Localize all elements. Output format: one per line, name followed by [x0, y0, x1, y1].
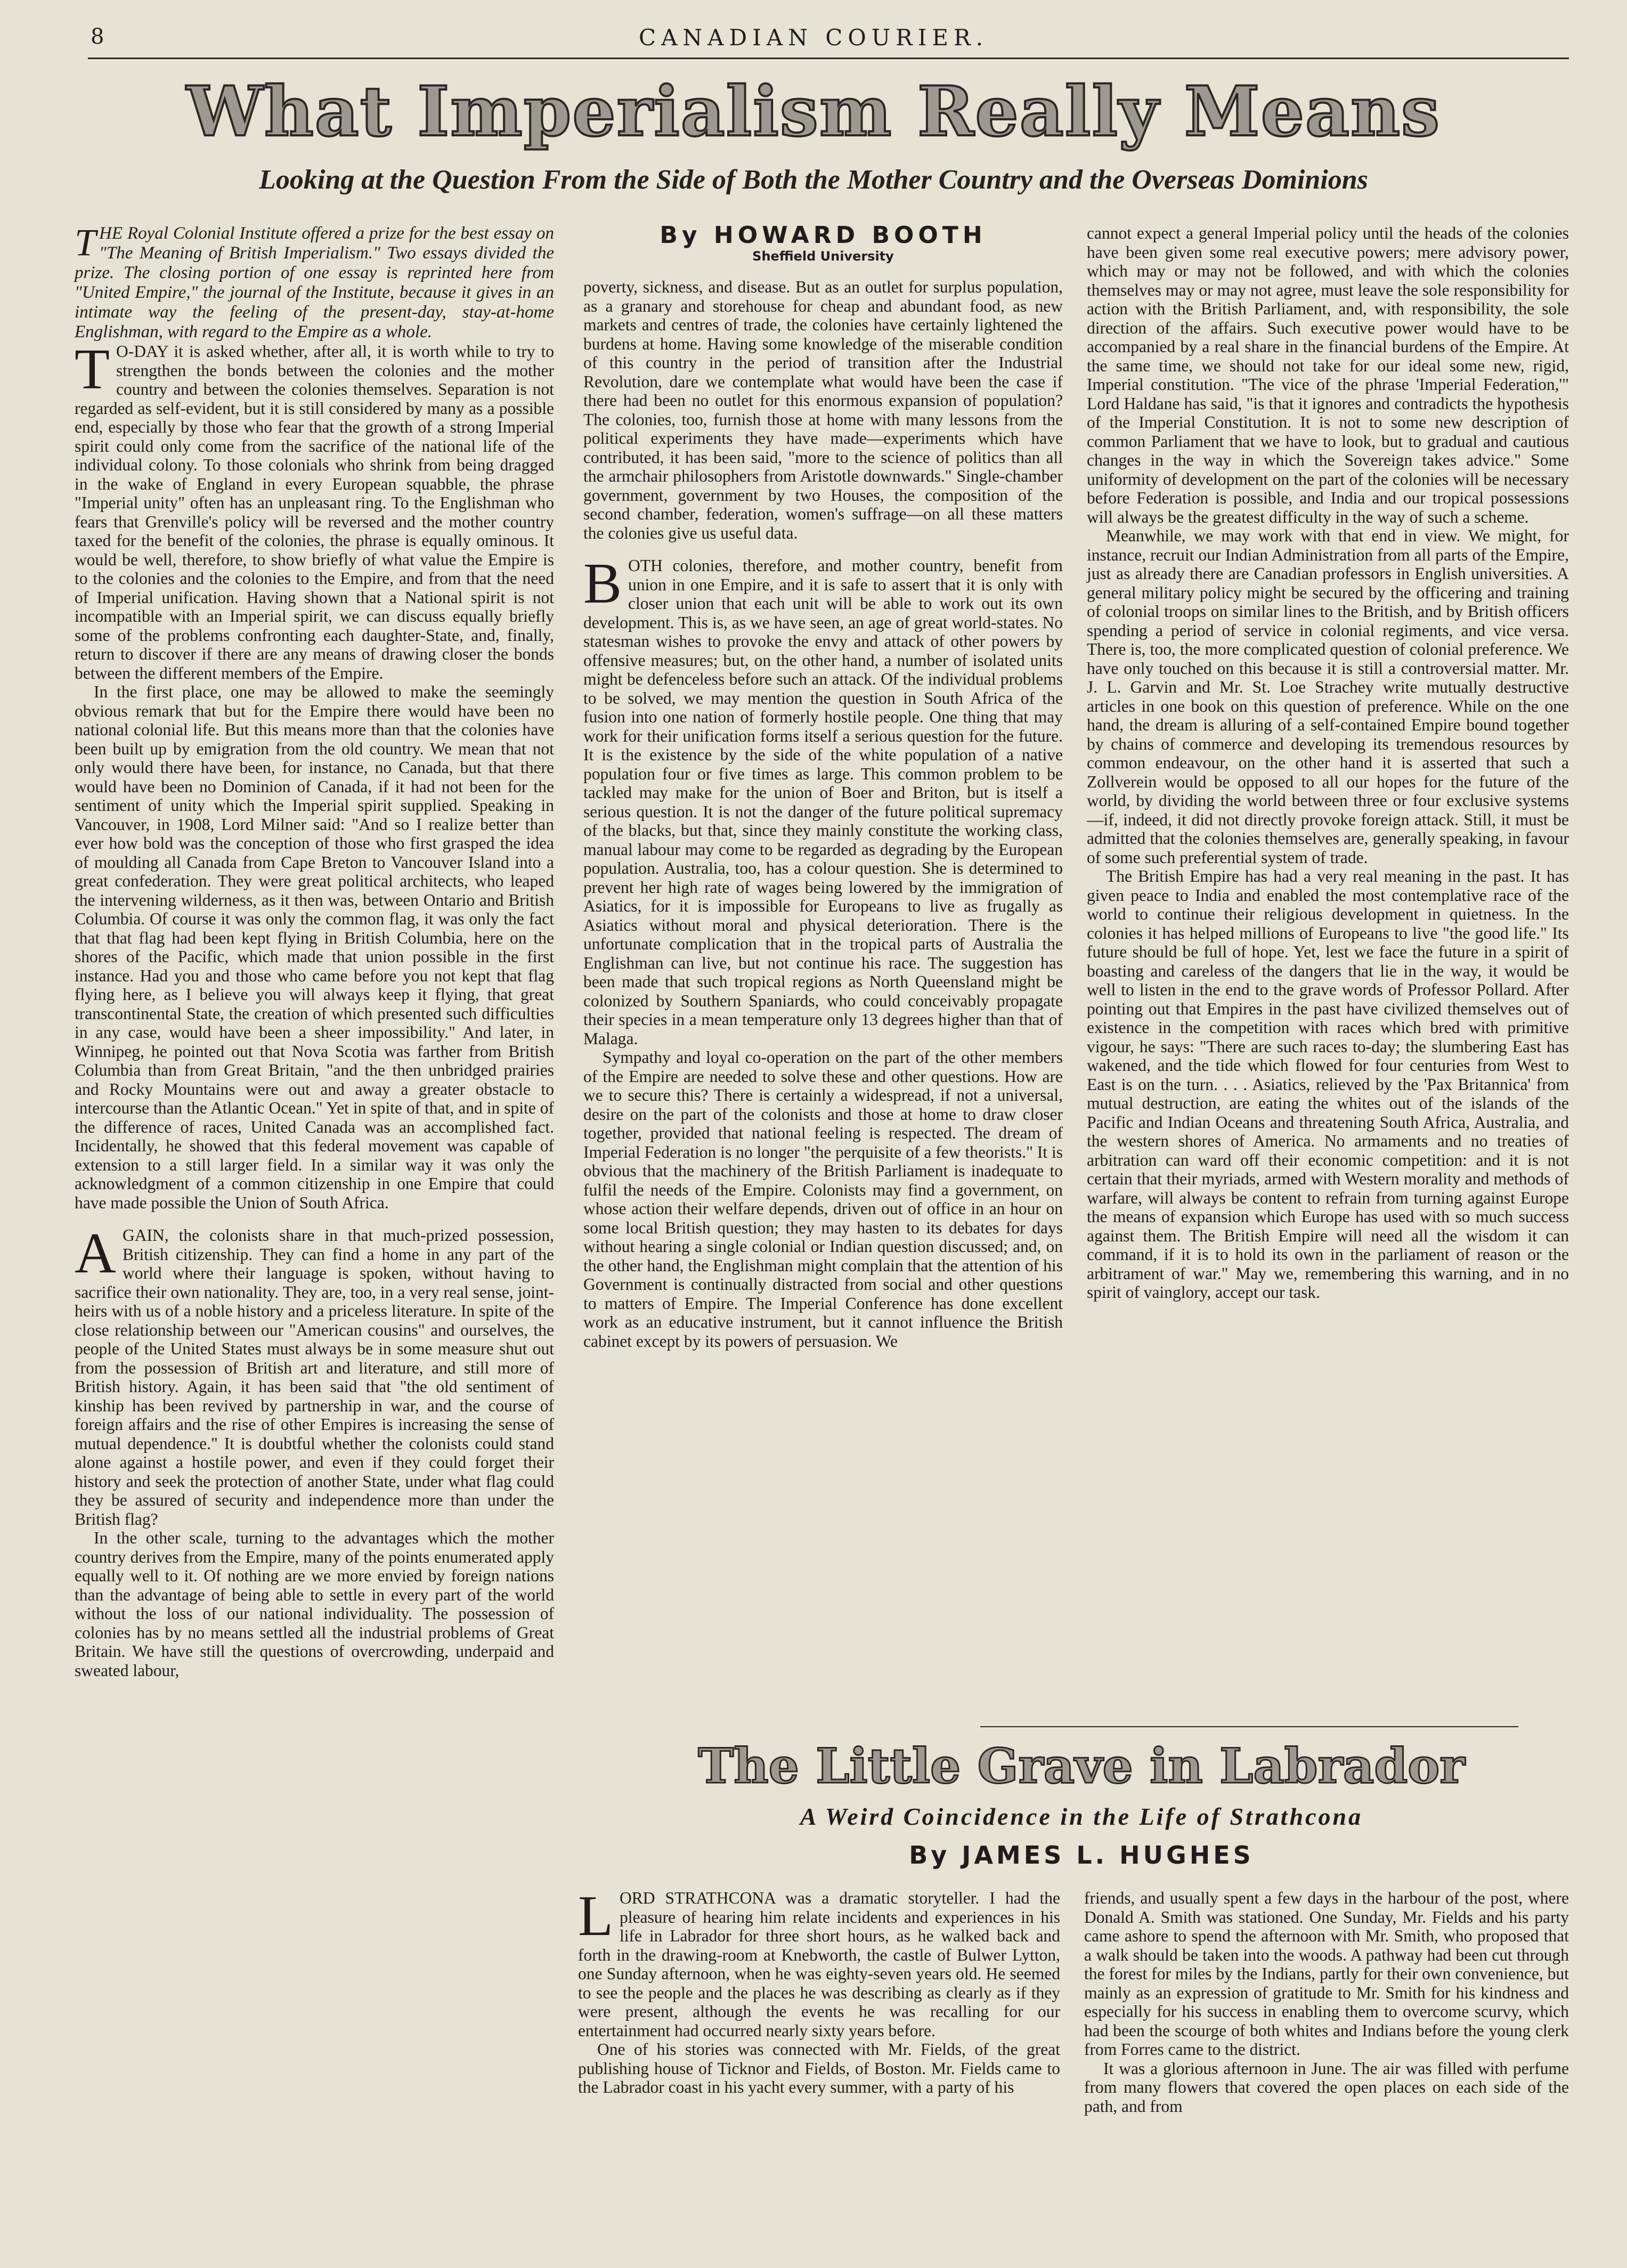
intro-text: HE Royal Colonial Institute offered a prize for the best essay on "The Meaning of British Imperialism." Two essays divided the prize. The closing portion of one essay is reprinted here from "United Empire," the journal of the Institute, because it gives in an intimate way the feeling of the present-day, stay-at-home Englishman, with regard to the Empire as a whole. — [75, 224, 554, 342]
drop-cap: T — [75, 338, 110, 401]
article2-column-1 — [578, 1884, 1060, 2097]
paragraph — [583, 552, 1063, 1048]
article-title: What Imperialism Really Means — [186, 72, 1441, 152]
paragraph-text: poverty, sickness, and disease. But as an outlet for surplus population, as a granary and storehouse for cheap and abundant food, as new markets and centres of trade, the colonies have certainly lightened the burdens at home. Having some knowledge of the miserable condition of this country in the period of transition after the Industrial Revolution, dare we contemplate what would have been the case if there had been no outlet for this enormous expansion of population? The colonies, too, furnish those at home with many lessons from the political experiments they have made—experiments which have contributed, it has been said, "more to the science of politics than all the armchair philosophers from Aristotle downwards." Single-chamber government, government by two Houses, the composition of the second chamber, federation, women's suffrage—on all these matters the colonies give us useful data. — [583, 278, 1063, 542]
paragraph — [578, 1884, 1060, 2040]
paragraph — [75, 1222, 554, 1529]
paragraph — [578, 2040, 1060, 2097]
paragraph-text: O-DAY it is asked whether, after all, it is worth while to try to strengthen the bonds between the colonies and the mother country and between the colonies themselves. Separation is not regarded as self-evident, but it is still considered by many as a possible end, especially by those who fear that the growth of a strong Imperial spirit could only come from the sacrifice of the national life of the individual colony. To those colonials who shrink from being dragged in the wake of England in every European squabble, the phrase "Imperial unity" often has an unpleasant ring. To the Englishman who fears that Grenville's policy will be reversed and the mother country taxed for the benefit of the colonies, the phrase is equally ominous. It would be well, therefore, to show briefly of what value the Empire is to the colonies and the colonies to the Empire, and from that the need of Imperial unification. Having shown that a National spirit is not incompatible with an Imperial spirit, we can discuss equally briefly some of the problems confronting each daughter-State, and, finally, return to discover if there are any means of drawing closer the bonds between the different members of the Empire. — [75, 342, 554, 682]
article1-column-3 — [1087, 224, 1569, 1302]
paragraph-text: GAIN, the colonists share in that much-prized possession, British citizenship. They can find a home in any part of the world where their language is spoken, without having to sacrifice their own nationality. They are, too, in a very real sense, joint-heirs with us of a noble history and a priceless literature. In spite of the close relationship between our "American cousins" and ourselves, the people of the United States must always be in some measure shut out from the possession of British art and literature, and still more of British history. Again, it has been said that "the old sentiment of kinship has been revived by partnership in war, and the course of foreign affairs and the rise of other Empires is increasing the sense of mutual dependence." It is doubtful whether the colonists could stand alone against a hostile power, and even if they could forget their history and seek the protection of another State, under what flag could they be assured of security and independence more than under the British flag? — [75, 1226, 554, 1529]
paragraph — [1084, 2059, 1569, 2116]
article-subtitle: Looking at the Question From the Side of Both the Mother Country and the Overseas Dominions — [259, 165, 1368, 195]
intro-initial: T — [75, 221, 96, 264]
paragraph-text: Sympathy and loyal co-operation on the part of the other members of the Empire are needed to solve these and other questions. How are we to secure this? There is certainly a widespread, if not a universal, desire on the part of the colonists and those at home to draw closer together, provided that national feeling is respected. The dream of Imperial Federation is no longer "the perquisite of a few theorists." It is obvious that the machinery of the British Parliament is inadequate to fulfil the needs of the Empire. Colonists may find a government, on whose action their welfare depends, driven out of office in an hour on some local British question; they may hasten to its debates for days without hearing a single colonial or Indian question discussed; and, on the other hand, the Englishman might complain that the attention of his Government is continually distracted from social and other questions to matters of Empire. The Imperial Conference has done excellent work as an educative instrument, but it cannot influence the British cabinet except by its powers of persuasion. We — [583, 1048, 1063, 1351]
section-gap — [583, 542, 1063, 556]
drop-cap: A — [75, 1222, 116, 1285]
drop-cap: B — [583, 552, 622, 615]
paragraph-text: In the first place, one may be allowed to make the seemingly obvious remark that but for the Empire there would have been no national colonial life. But this means more than that the colonies have been built up by emigration from the old country. We mean that not only would there have been, for instance, no Canada, but that there would have been no Dominion of Canada, if it had not been for the sentiment of unity which the Imperial spirit supplied. Speaking in Vancouver, in 1908, Lord Milner said: "And so I realize better than ever how bold was the conception of those who first grasped the idea of moulding all Canada from Cape Breton to Vancouver Island into a great confederation. They were great political architects, who leaped the intervening wilderness, as it then was, between Ontario and British Columbia. Of course it was only the common flag, it was only the fact that that flag had been kept flying in British Columbia, here on the shores of the Pacific, which made that union possible in the first instance. Had you and those who came before you not kept that flag flying here, as I believe you will always keep it flying, that great transcontinental State, the creation of which presented such difficulties in any case, would have been a sheer impossibility." And later, in Winnipeg, he pointed out that Nova Scotia was farther from British Columbia than from Great Britain, "and the then unbridged prairies and Rocky Mountains were out and away a greater obstacle to intercourse than the Atlantic Ocean." Yet in spite of that, and in spite of the difference of races, United Canada was an accomplished fact. Incidentally, he showed that this federal movement was capable of extension to a still larger field. In a similar way it was only the acknowledgment of a common citizenship in one Empire that could have made possible the Union of South Africa. — [75, 682, 554, 1212]
article1-column-2 — [583, 224, 1063, 1351]
article1-column-1 — [75, 221, 554, 1680]
article2-subtitle: A Weird Coincidence in the Life of Strathcona — [800, 1803, 1363, 1830]
article2-byline: By JAMES L. HUGHES — [909, 1841, 1254, 1869]
paragraph-text: The British Empire has had a very real meaning in the past. It has given peace to India and enabled the most contemplative race of the world to continue their religious development in quietness. In the colonies it has helped millions of Europeans to live "the good life." Its future should be full of hope. Yet, lest we face the future in a spirit of boasting and careless of the dangers that lie in the way, it would be well to listen in the end to the grave words of Professor Pollard. After pointing out that Empires in the past have civilized themselves out of existence in the competition with races which bred with primitive vigour, he says: "There are such races to-day; the slumbering East has wakened, and the tide which flowed for four centuries from West to East is on the turn. . . . Asiatics, relieved by the 'Pax Britannica' from mutual destruction, are eating the whites out of the islands of the Pacific and Indian Oceans and threatening South Africa, Australia, and the western shores of America. No armaments and no treaties of arbitration can ward off their economic competition: and it is not certain that their myriads, armed with Western morality and methods of warfare, will always be content to refrain from turning against Europe the means of expansion which Europe has used with so much success against them. The British Empire will need all the wisdom it can command, if it is to hold its own in the parliament of reason or the arbitrament of war." May we, remembering this warning, and in no spirit of vainglory, accept our task. — [1087, 867, 1569, 1302]
editor-intro — [75, 221, 554, 342]
header-rule — [88, 58, 1569, 59]
paragraph — [1087, 526, 1569, 867]
paragraph — [583, 278, 1063, 542]
paragraph-text: ORD STRATHCONA was a dramatic storyteller. I had the pleasure of hearing him relate incidents and experiences in his life in Labrador for three short hours, as he walked back and forth in the drawing-room at Knebworth, the castle of Bulwer Lytton, one Sunday afternoon, when he was eighty-seven years old. He seemed to see the people and the places he was describing as clearly as if they were present, although the events he was recalling for our entertainment had occurred nearly sixty years before. — [578, 1889, 1060, 2040]
paragraph-text: cannot expect a general Imperial policy until the heads of the colonies have been given some real executive powers; mere advisory power, which may or may not be followed, and with which the colonies themselves may or may not agree, must leave the sole responsibility for action with the British Parliament, and, with responsibility, the sole direction of the affairs. Such executive power would have to be accompanied by a real share in the financial burdens of the Empire. At the same time, we should not take for our ideal some new, rigid, Imperial constitution. "The vice of the phrase 'Imperial Federation,'" Lord Haldane has said, "is that it ignores and contradicts the hypothesis of the Imperial Constitution. It is not to some new description of common Parliament that we have to look, but to gradual and cautious changes in the way in which the Sovereign takes advice." Some uniformity of development on the part of the colonies will be necessary before Federation is possible, and India and our tropical possessions will always be the greatest difficulty in the way of such a scheme. — [1087, 224, 1569, 526]
paragraph-text: One of his stories was connected with Mr. Fields, of the great publishing house of Ticknor and Fields, of Boston. Mr. Fields came to the Labrador coast in his yacht every summer, with a party of his — [578, 2040, 1060, 2096]
paragraph — [583, 1048, 1063, 1351]
paragraph-text: friends, and usually spent a few days in the harbour of the post, where Donald A. Smith was stationed. One Sunday, Mr. Fields and his party came ashore to spend the afternoon with Mr. Smith, who proposed that a walk should be taken into the woods. A pathway had been cut through the forest for miles by the Indians, partly for their own convenience, but mainly as an expression of gratitude to Mr. Smith for his kindness and especially for his success in enabling them to overcome scurvy, which had been the scourge of both whites and Indians before the young clerk from Forres came to the district. — [1084, 1889, 1569, 2059]
paragraph-text: In the other scale, turning to the advantages which the mother country derives from the Empire, many of the points enumerated apply equally well to it. Of nothing are we more envied by foreign nations than the advantage of being able to settle in every part of the world without the loss of our national individuality. The possession of colonies has by no means settled all the industrial problems of Great Britain. We have still the questions of overcrowding, underpaid and sweated labour, — [75, 1529, 554, 1680]
paragraph — [1084, 1889, 1569, 2059]
running-header: CANADIAN COURIER. — [638, 25, 989, 51]
paragraph — [1087, 867, 1569, 1302]
paragraph-text: It was a glorious afternoon in June. The air was filled with perfume from many flowers that covered the open places on each side of the path, and from — [1084, 2059, 1569, 2116]
paragraph — [75, 682, 554, 1212]
article-separator — [980, 1726, 1518, 1727]
article2-column-2 — [1084, 1889, 1569, 2116]
paragraph — [75, 338, 554, 682]
drop-cap: L — [578, 1884, 613, 1948]
paragraph — [1087, 224, 1569, 526]
author-affiliation: Sheffield University — [752, 248, 894, 264]
section-gap — [75, 1212, 554, 1226]
byline: By HOWARD BOOTH — [660, 222, 987, 249]
page-number: 8 — [91, 25, 105, 49]
paragraph — [75, 1529, 554, 1680]
paragraph-text: OTH colonies, therefore, and mother country, benefit from union in one Empire, and it is safe to assert that it is only with closer union that each unit will be able to work out its own development. This is, as we have seen, an age of great world-states. No statesman wishes to provoke the envy and attack of other powers by offensive measures; but, on the other hand, a number of isolated units might be defenceless before such an attack. Of the individual problems to be solved, we may mention the question in South Africa of the fusion into one nation of formerly hostile people. One thing that may work for their unification forms itself a serious question for the future. It is the existence by the side of the white population of a native population four or five times as large. This common problem to be tackled may make for the union of Boer and Briton, but is itself a serious question. It is not the danger of the future political supremacy of the blacks, but that, since they mainly constitute the working class, manual labour may come to be regarded as degrading by the European population. Australia, too, has a colour question. She is determined to prevent her high rate of wages being lowered by the immigration of Asiatics, for it is impossible for Europeans to live as frugally as Asiatics without moral and physical deterioration. There is the unfortunate complication that in the tropical parts of Australia the Englishman can live, but not continue his race. The suggestion has been made that such tropical regions as North Queensland might be colonized by Southern Spaniards, who could conceivably propagate their species in a mean temperature only 13 degrees higher than that of Malaga. — [583, 556, 1063, 1048]
article2-title: The Little Grave in Labrador — [698, 1738, 1465, 1794]
paragraph-text: Meanwhile, we may work with that end in view. We might, for instance, recruit our Indian Administration from all parts of the Empire, just as already there are Canadian professors in English universities. A general military policy might be secured by the officering and training of colonial troops on similar lines to the British, and by British officers spending a period of service in colonial regiments, and vice versa. There is, too, the more complicated question of colonial preference. We have only touched on this because it is still a controversial matter. Mr. J. L. Garvin and Mr. St. Loe Strachey write mutually destructive articles in one book on this question of preference. While on the one hand, the dream is alluring of a self-contained Empire bound together by chains of commerce and developing its tremendous resources by common endeavour, on the other hand it is asserted that such a Zollverein would be opposed to all our hopes for the future of the world, by dividing the world between three or four exclusive systems—if, indeed, it did not directly provoke foreign attack. Still, it must be admitted that the colonies themselves are, generally speaking, in favour of some such preferential system of trade. — [1087, 526, 1569, 867]
